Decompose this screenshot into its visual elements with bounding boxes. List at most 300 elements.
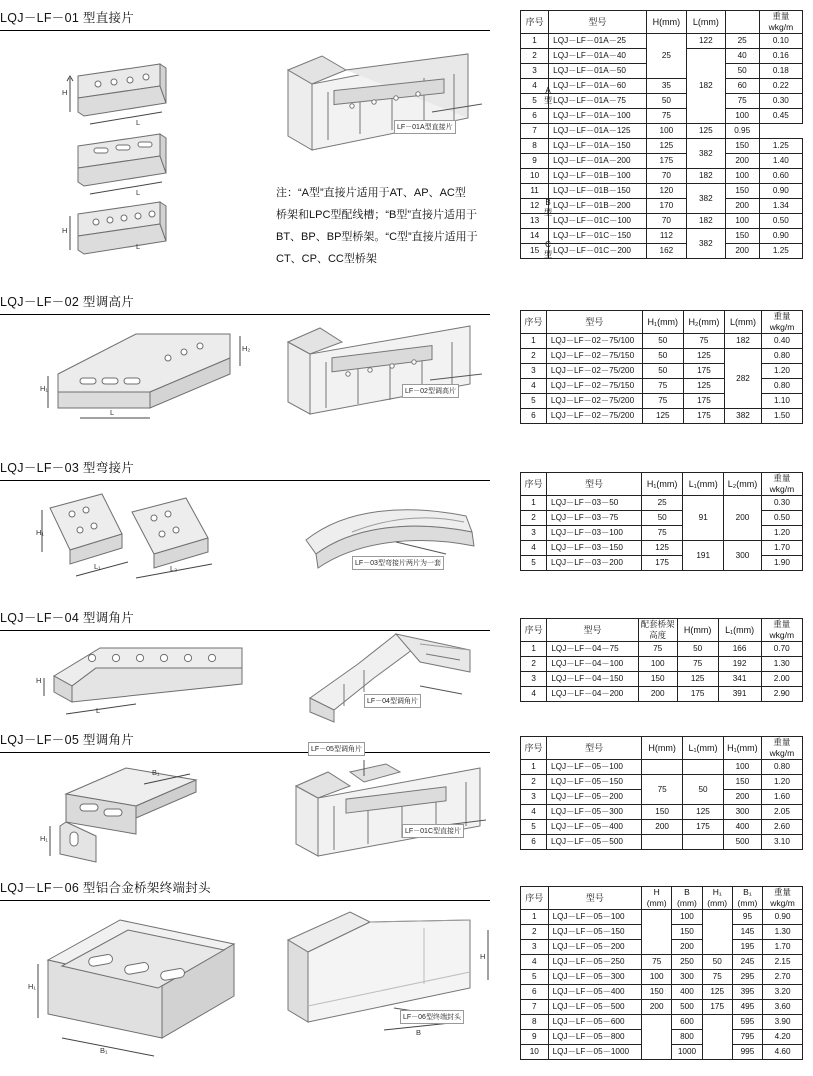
cell-no: 1 (521, 34, 549, 49)
cell-l: 122 (687, 34, 725, 49)
col-h1: H₁(mm) (642, 473, 683, 496)
lf03-assembly-illustration (296, 498, 496, 588)
cell-no: 10 (521, 169, 549, 184)
cell-b1: 145 (732, 925, 762, 940)
cell-no: 7 (521, 124, 549, 139)
col-model: 型号 (547, 619, 638, 642)
cell-b1: 795 (732, 1030, 762, 1045)
cell-b: 400 (672, 985, 702, 1000)
lf04-drawing-left (30, 640, 270, 730)
section-lf03-title: LQJ－LF－03 型弯接片 (0, 461, 135, 475)
section-lf01-title: LQJ－LF－01 型直接片 (0, 11, 135, 25)
table-row (521, 1000, 803, 1015)
cell-h: 200 (642, 820, 683, 835)
table-row (521, 775, 803, 790)
cell-model: LQJ－LF－01C－150 (549, 229, 646, 244)
cell-b: 500 (672, 1000, 702, 1015)
cell-b: 250 (672, 955, 702, 970)
cell-b: 1000 (672, 1045, 702, 1060)
cell-model: LQJ－LF－02－75/200 (546, 394, 642, 409)
cell-w: 0.40 (762, 334, 803, 349)
angle-adjust-plate-illustration (30, 640, 270, 730)
cell-no: 3 (521, 64, 549, 79)
cell-no: 2 (521, 349, 547, 364)
table-row (521, 820, 803, 835)
cell-h1: 100 (723, 760, 761, 775)
col-h2: H₂(mm) (683, 311, 724, 334)
col-weight (763, 887, 803, 910)
cell-w: 0.90 (759, 184, 802, 199)
cell-c: 200 (725, 199, 759, 214)
cell-h: 75 (642, 775, 683, 805)
cell-h1: 50 (642, 364, 683, 379)
col-no: 序号 (521, 887, 549, 910)
cell-no: 3 (521, 526, 547, 541)
cell-no: 3 (521, 790, 547, 805)
cell-b1: 395 (732, 985, 762, 1000)
table-row-header (521, 311, 803, 334)
cell-model: LQJ－LF－01A－75 (549, 94, 646, 109)
dim-H1-label: H₁ (40, 834, 48, 843)
cell-model: LQJ－LF－05－200 (548, 940, 641, 955)
cell-no: 4 (521, 379, 547, 394)
cell-model: LQJ－LF－01A－25 (549, 34, 646, 49)
cell-no: 5 (521, 94, 549, 109)
cell-no: 4 (521, 541, 547, 556)
cell-w: 0.22 (759, 79, 802, 94)
cell-c: 150 (725, 229, 759, 244)
tray-assembly-svg (282, 40, 492, 160)
col-bracket-height-line2: 高度 (649, 630, 667, 640)
col-weight-top: 重量 (773, 311, 791, 321)
table-lf02 (520, 310, 803, 424)
lf06-drawing-left (28, 910, 258, 1060)
lf02-assembly-illustration (282, 318, 497, 418)
cell-w: 3.90 (763, 1015, 803, 1030)
cell-w: 4.20 (763, 1030, 803, 1045)
cell-h: 35 (646, 79, 686, 94)
cell-model: LQJ－LF－05－400 (548, 985, 641, 1000)
cell-model: LQJ－LF－05－300 (547, 805, 642, 820)
cell-w: 0.30 (761, 496, 802, 511)
cell-l2: 200 (724, 496, 762, 541)
table-lf05-body (521, 760, 803, 850)
cell-w: 1.20 (761, 526, 802, 541)
table-row (521, 199, 803, 214)
cell-no: 13 (521, 214, 549, 229)
cell-l1: 125 (683, 805, 724, 820)
cell-pj: 75 (638, 642, 677, 657)
col-b1-line1: B₁ (743, 887, 752, 897)
cell-w: 3.20 (763, 985, 803, 1000)
section-lf06 (0, 878, 500, 901)
table-row (521, 1015, 803, 1030)
note-line-4: CT、CP、CC型桥架 (276, 253, 377, 265)
cell-h2: 125 (683, 349, 724, 364)
col-model: 型号 (548, 887, 641, 910)
col-h1 (702, 887, 732, 910)
cell-h: 75 (646, 109, 686, 124)
cell-b1: 95 (732, 910, 762, 925)
cell-model: LQJ－LF－03－200 (547, 556, 642, 571)
cell-w: 0.30 (759, 94, 802, 109)
table-row (521, 349, 803, 364)
cell-l: 182 (687, 49, 725, 124)
cell-w: 2.15 (763, 955, 803, 970)
table-row (521, 970, 803, 985)
cell-b: 800 (672, 1030, 702, 1045)
cell-w: 0.45 (759, 109, 802, 124)
dim-L-label-3: L (136, 242, 141, 251)
cell-h: 70 (646, 169, 686, 184)
col-l: L(mm) (725, 311, 762, 334)
cell-w: 2.90 (761, 687, 802, 702)
col-l1: L₁(mm) (718, 619, 761, 642)
table-lf01 (520, 10, 803, 259)
table-row (521, 334, 803, 349)
cell-h: 75 (642, 955, 672, 970)
cell-model: LQJ－LF－05－500 (548, 1000, 641, 1015)
cell-l1: 91 (683, 496, 724, 541)
cell-no: 6 (521, 835, 547, 850)
cell-c: 100 (725, 214, 759, 229)
cell-h1: 300 (723, 805, 761, 820)
cell-l1 (683, 835, 724, 850)
table-row (521, 124, 803, 139)
cell-h1: 400 (723, 820, 761, 835)
group-label-B: B 型 (544, 198, 552, 217)
table-row (521, 955, 803, 970)
cell-model: LQJ－LF－04－100 (547, 657, 638, 672)
cell-model: LQJ－LF－01A－200 (549, 154, 646, 169)
cell-no: 1 (521, 496, 547, 511)
cell-h (642, 760, 683, 775)
table-row-header (521, 887, 803, 910)
cell-h: 120 (646, 184, 686, 199)
group-label-A: A 型 (544, 86, 552, 105)
lf05-caption-top: LF－05型调角片 (308, 742, 365, 756)
table-lf05 (520, 736, 803, 850)
cell-h1: 75 (642, 526, 683, 541)
table-lf04 (520, 618, 803, 702)
cell-no: 4 (521, 805, 547, 820)
table-row (521, 139, 803, 154)
section-lf01 (0, 8, 500, 31)
col-h1: H₁(mm) (723, 737, 761, 760)
cell-h: 100 (642, 970, 672, 985)
table-lf03 (520, 472, 803, 571)
cell-b1: 495 (732, 1000, 762, 1015)
col-b (672, 887, 702, 910)
col-l1: L₁(mm) (683, 473, 724, 496)
cell-b: 150 (672, 925, 702, 940)
col-l2: L₂(mm) (724, 473, 762, 496)
table-row (521, 184, 803, 199)
col-model: 型号 (547, 473, 642, 496)
col-weight-bottom: wkg/m (768, 22, 794, 32)
cell-h1 (702, 1015, 732, 1060)
cell-w: 1.70 (763, 940, 803, 955)
cell-w: 0.16 (759, 49, 802, 64)
cell-no: 5 (521, 556, 547, 571)
cell-model: LQJ－LF－05－1000 (548, 1045, 641, 1060)
cell-no: 1 (521, 334, 547, 349)
col-weight-bottom: wkg/m (769, 484, 795, 494)
cell-c: 100 (725, 109, 759, 124)
cell-model: LQJ－LF－05－500 (547, 835, 642, 850)
cell-h1: 50 (702, 955, 732, 970)
col-bracket-height-line1: 配套桥架 (640, 619, 675, 629)
cell-h2: 175 (683, 409, 724, 424)
cell-l1: 341 (718, 672, 761, 687)
cell-no: 5 (521, 820, 547, 835)
cell-w: 4.60 (763, 1045, 803, 1060)
cell-no: 9 (521, 154, 549, 169)
bend-assembly-svg (296, 498, 496, 588)
cell-no: 2 (521, 775, 547, 790)
cell-w: 0.18 (759, 64, 802, 79)
table-row (521, 214, 803, 229)
lf05-assembly-illustration (290, 742, 500, 862)
table-row (521, 409, 803, 424)
table-row (521, 229, 803, 244)
section-lf06-title: LQJ－LF－06 型铝合金桥架终端封头 (0, 881, 211, 895)
cell-model: LQJ－LF－04－150 (547, 672, 638, 687)
dim-L1-label: L₁ (94, 562, 101, 571)
lf06-caption: LF－06型终端封头 (400, 1010, 464, 1024)
cell-h: 200 (642, 1000, 672, 1015)
cell-h1: 125 (642, 541, 683, 556)
cell-model: LQJ－LF－05－600 (548, 1015, 641, 1030)
col-no: 序号 (521, 311, 547, 334)
cell-l1: 391 (718, 687, 761, 702)
cell-w: 1.90 (761, 556, 802, 571)
cell-w: 1.50 (762, 409, 803, 424)
cell-no: 7 (521, 1000, 549, 1015)
note-line-3: BT、BP、BP型桥架。“C型”直接片适用于 (276, 231, 478, 243)
cell-w: 0.90 (763, 910, 803, 925)
cell-no: 11 (521, 184, 549, 199)
cell-pj: 150 (638, 672, 677, 687)
cell-h (642, 835, 683, 850)
cell-h: 150 (642, 985, 672, 1000)
table-row (521, 154, 803, 169)
col-h-line2: (mm) (646, 898, 667, 908)
cell-model: LQJ－LF－05－200 (547, 790, 642, 805)
cell-model: LQJ－LF－05－100 (548, 910, 641, 925)
lf04-assembly-illustration (300, 628, 500, 724)
dim-H1-label: H₁ (28, 982, 36, 991)
cell-l: 182 (725, 334, 762, 349)
cell-w: 0.50 (759, 214, 802, 229)
cell-b: 200 (672, 940, 702, 955)
cell-no: 3 (521, 672, 547, 687)
cell-l: 382 (687, 184, 725, 214)
cell-l: 282 (725, 349, 762, 409)
col-bracket-height (638, 619, 677, 642)
cell-model: LQJ－LF－05－150 (547, 775, 642, 790)
cell-h1: 125 (642, 409, 683, 424)
section-lf02 (0, 292, 500, 315)
section-lf04-title: LQJ－LF－04 型调角片 (0, 611, 135, 625)
cell-model: LQJ－LF－03－150 (547, 541, 642, 556)
table-row (521, 642, 803, 657)
table-row (521, 541, 803, 556)
cell-w: 0.70 (761, 642, 802, 657)
cell-model: LQJ－LF－02－75/150 (546, 349, 642, 364)
note-line-2: 桥架和LPC型配线槽；“B型”直接片适用于 (276, 209, 478, 221)
cell-h: 50 (646, 94, 686, 109)
dim-H-label: H (480, 952, 486, 961)
lf03-caption: LF－03型弯接片两片为一套 (352, 556, 444, 570)
cell-h1 (702, 910, 732, 955)
cell-h1: 25 (642, 496, 683, 511)
cell-no: 3 (521, 940, 549, 955)
cell-l1: 192 (718, 657, 761, 672)
col-l: L(mm) (687, 11, 725, 34)
col-weight (759, 11, 802, 34)
cell-c: 60 (725, 79, 759, 94)
cell-c: 100 (725, 169, 759, 184)
cell-h: 100 (646, 124, 686, 139)
lf03-drawing-left (36, 488, 266, 588)
cell-c: 25 (725, 34, 759, 49)
col-weight-bottom: wkg/m (769, 322, 795, 332)
group-label-C: C 型 (544, 240, 552, 259)
cell-no: 2 (521, 657, 547, 672)
cell-w: 0.50 (761, 511, 802, 526)
col-weight-top: 重量 (772, 11, 790, 21)
table-lf03-body (521, 496, 803, 571)
note-block (276, 182, 496, 270)
col-h-line1: H (653, 887, 660, 897)
col-blank (725, 11, 759, 34)
cell-h2: 75 (683, 334, 724, 349)
dim-B1-label: B₁ (100, 1046, 108, 1055)
height-adjust-plate-illustration (40, 322, 270, 432)
cell-h1: 50 (642, 349, 683, 364)
cell-model: LQJ－LF－05－100 (547, 760, 642, 775)
table-row (521, 94, 803, 109)
cell-b: 100 (672, 910, 702, 925)
table-lf06-body (521, 910, 803, 1060)
cell-model: LQJ－LF－05－150 (548, 925, 641, 940)
cell-w: 0.95 (725, 124, 759, 139)
cell-no: 1 (521, 760, 547, 775)
cell-no: 4 (521, 687, 547, 702)
lf05-caption-bottom: LF－01C型直接片 (402, 824, 464, 838)
cell-l1: 175 (683, 820, 724, 835)
cell-no: 12 (521, 199, 549, 214)
cell-h: 150 (642, 805, 683, 820)
cell-model: LQJ－LF－05－250 (548, 955, 641, 970)
cell-no: 2 (521, 925, 549, 940)
cell-w: 1.30 (761, 657, 802, 672)
cell-no: 6 (521, 985, 549, 1000)
cell-w: 1.60 (761, 790, 802, 805)
cell-model: LQJ－LF－05－800 (548, 1030, 641, 1045)
angle-plate-illustration (40, 46, 260, 256)
table-row (521, 985, 803, 1000)
section-lf03 (0, 458, 500, 481)
col-b-line2: (mm) (677, 898, 697, 908)
table-row (521, 244, 803, 259)
cell-h1: 200 (723, 790, 761, 805)
col-h: H(mm) (646, 11, 686, 34)
table-row (521, 496, 803, 511)
lf05-drawing-left (40, 760, 250, 870)
cell-model: LQJ－LF－03－75 (547, 511, 642, 526)
cell-b1: 295 (732, 970, 762, 985)
col-weight-top: 重量 (773, 473, 791, 483)
cell-w: 0.80 (762, 349, 803, 364)
table-lf01-body (521, 34, 803, 259)
cell-l: 382 (725, 409, 762, 424)
cell-w: 1.40 (759, 154, 802, 169)
cell-b1: 595 (732, 1015, 762, 1030)
cell-h1: 175 (642, 556, 683, 571)
col-weight-top: 重量 (773, 619, 791, 629)
cell-no: 6 (521, 109, 549, 124)
table-row (521, 79, 803, 94)
col-weight (761, 473, 802, 496)
cell-model: LQJ－LF－01B－100 (549, 169, 646, 184)
cell-b: 600 (672, 1015, 702, 1030)
dim-H1-label: H₁ (40, 384, 48, 393)
col-weight-bottom: wkg/m (770, 898, 795, 908)
cell-h2: 175 (683, 364, 724, 379)
table-row (521, 672, 803, 687)
cell-w: 2.60 (761, 820, 802, 835)
col-h: H(mm) (677, 619, 718, 642)
lf01-drawing-left (40, 46, 260, 256)
cell-model: LQJ－LF－01A－60 (549, 79, 646, 94)
table-row (521, 835, 803, 850)
cell-w: 0.80 (762, 379, 803, 394)
end-cap-assembly-svg (274, 910, 504, 1060)
col-b1 (732, 887, 762, 910)
table-row (521, 657, 803, 672)
dim-L-label: L (136, 118, 141, 127)
cell-w: 1.70 (761, 541, 802, 556)
table-row (521, 805, 803, 820)
lf01-assembly-illustration (282, 40, 492, 160)
cell-h1: 50 (642, 511, 683, 526)
cell-c: 40 (725, 49, 759, 64)
cell-h: 70 (646, 214, 686, 229)
cell-no: 8 (521, 1015, 549, 1030)
col-model: 型号 (549, 11, 646, 34)
cell-l: 182 (687, 169, 725, 184)
cell-model: LQJ－LF－01A－150 (549, 139, 646, 154)
table-row (521, 910, 803, 925)
tray-assembly-svg-3 (290, 742, 500, 862)
cell-no: 5 (521, 970, 549, 985)
cell-l1 (683, 760, 724, 775)
cell-h1: 75 (642, 379, 683, 394)
cell-w: 1.20 (762, 364, 803, 379)
table-row-header (521, 11, 803, 34)
col-model: 型号 (547, 737, 642, 760)
cell-h: 170 (646, 199, 686, 214)
cell-model: LQJ－LF－01A－40 (549, 49, 646, 64)
col-no: 序号 (521, 737, 547, 760)
cell-pj: 200 (638, 687, 677, 702)
tray-assembly-svg-2 (282, 318, 497, 418)
cell-h1: 150 (723, 775, 761, 790)
cell-no: 4 (521, 955, 549, 970)
col-weight (762, 311, 803, 334)
